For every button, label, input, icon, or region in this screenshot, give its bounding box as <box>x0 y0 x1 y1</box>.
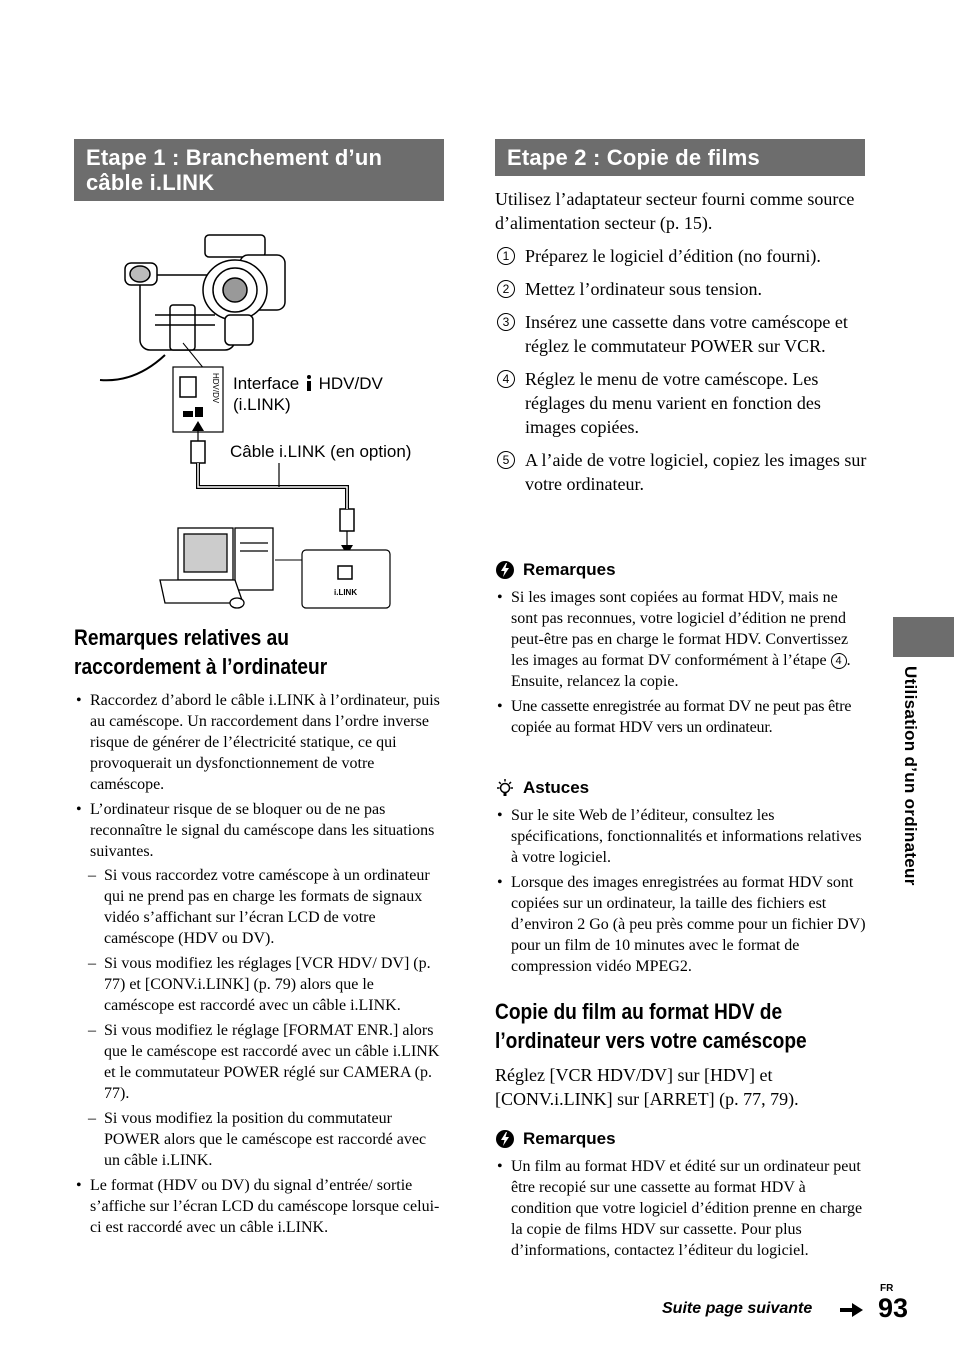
astuces-block <box>495 777 867 981</box>
copy-section-text: Réglez [VCR HDV/DV] sur [HDV] et [CONV.i.LINK] sur [ARRET] (p. 77, 79). <box>495 1065 799 1109</box>
note-bolt-icon <box>495 560 515 580</box>
remarques-block-2 <box>495 1128 867 1265</box>
list-item: – Si vous modifiez le réglage [FORMAT ENR.] alors que le caméscope est raccordé avec un câble i.LINK et le commutateur POWER réglé sur CAMERA (p. 77). <box>74 1020 446 1104</box>
page-number: 93 <box>878 1293 909 1323</box>
interface-label-ilink: (i.LINK) <box>233 395 291 414</box>
copy-section-heading: Copie du film au format HDV de l’ordinateur vers votre caméscope <box>495 999 807 1053</box>
step-text: Insérez une cassette dans votre caméscope et réglez le commutateur POWER sur VCR. <box>525 312 848 356</box>
lightbulb-icon <box>495 778 515 798</box>
list-item: • Raccordez d’abord le câble i.LINK à l’ordinateur, puis au caméscope. Un raccordement dans l’ordre inverse risque de générer de l’électricité statique, ce qui provoquerait un dysfonctionnement de votre caméscope. <box>74 690 446 795</box>
list-item: • Lorsque des images enregistrées au format HDV sont copiées sur un ordinateur, la taille des fichiers est d’environ 2 Go (à peu près comme pour un fichier DV) pour un film de 10 minutes avec le format de compression vidéo MPEG2. <box>495 872 867 977</box>
step-text: Mettez l’ordinateur sous tension. <box>525 279 762 299</box>
remarques-heading-text: Remarques <box>523 1129 616 1148</box>
step2-body <box>495 187 867 505</box>
astuces-heading-text: Astuces <box>523 778 590 797</box>
connection-diagram <box>95 225 445 615</box>
remarques-heading <box>495 1128 867 1150</box>
remarques-text-end: . Ensuite, relancez la copie. <box>511 652 851 690</box>
remarques-heading-text: Remarques <box>523 560 616 579</box>
step-number: 4 <box>497 370 515 388</box>
step2-intro: Utilisez l’adaptateur secteur fourni comme source d’alimentation secteur (p. 15). <box>495 189 855 233</box>
list-item: – Si vous modifiez la position du commutateur POWER alors que le caméscope est raccordé avec un câble i.LINK. <box>74 1108 446 1171</box>
list-item <box>495 587 867 692</box>
remarques-heading <box>495 559 867 581</box>
step-text: A l’aide de votre logiciel, copiez les images sur votre ordinateur. <box>525 450 867 494</box>
interface-label-text: Interface <box>233 374 300 393</box>
step-item <box>495 448 867 496</box>
list-item: – Si vous modifiez les réglages [VCR HDV/ DV] (p. 77) et [CONV.i.LINK] (p. 79) alors que le caméscope est raccordé avec un câble i.LINK. <box>74 953 446 1016</box>
continued-text: Suite page suivante <box>662 1300 813 1317</box>
step-text: Réglez le menu de votre caméscope. Les réglages du menu varient en fonction des images copiées. <box>525 369 821 437</box>
ilink-symbol-icon <box>304 375 314 391</box>
chapter-tab-label: Utilisation d’un ordinateur <box>901 666 920 886</box>
camcorder-computer-illustration <box>95 225 445 615</box>
note-bolt-icon <box>495 1129 515 1149</box>
list-item: • Sur le site Web de l’éditeur, consultez les spécifications, fonctionnalités et informations relatives à votre logiciel. <box>495 805 867 868</box>
list-item: • L’ordinateur risque de se bloquer ou de ne pas reconnaître le signal du caméscope dans les situations suivantes. <box>74 799 446 862</box>
left-heading: Remarques relatives au raccordement à l’ordinateur <box>74 625 328 679</box>
left-notes <box>74 690 446 1242</box>
chapter-tab <box>893 617 954 657</box>
step-text: Préparez le logiciel d’édition (no fourni). <box>525 246 821 266</box>
interface-label <box>233 373 383 415</box>
step-item <box>495 310 867 358</box>
cable-label: Câble i.LINK (en option) <box>230 442 412 461</box>
step-item <box>495 367 867 439</box>
list-item: – Si vous raccordez votre caméscope à un ordinateur qui ne prend pas en charge les formats de signaux vidéo s’affichant sur l’écran LCD de votre caméscope (HDV ou DV). <box>74 865 446 949</box>
computer-icon <box>160 528 273 608</box>
language-label: FR <box>880 1283 894 1294</box>
step-number: 1 <box>497 247 515 265</box>
step1-title: Etape 1 : Branchement d’un câble i.LINK <box>74 139 444 201</box>
step-ref-number: 4 <box>831 653 847 669</box>
list-item: • Une cassette enregistrée au format DV ne peut pas être copiée au format HDV vers un ordinateur. <box>495 696 867 738</box>
port-tag-text: HDV/DV <box>211 373 220 404</box>
step-item <box>495 277 867 301</box>
camcorder-icon <box>125 235 285 350</box>
step-number: 2 <box>497 280 515 298</box>
step-number: 3 <box>497 313 515 331</box>
step-item <box>495 244 867 268</box>
list-item: • Un film au format HDV et édité sur un ordinateur peut être recopié sur une cassette au format HDV à condition que votre logiciel d’édition prenne en charge la copie de films HDV sur cassette. Pour plus d’informations, contactez l’éditeur du logiciel. <box>495 1156 867 1261</box>
interface-label-format: HDV/DV <box>318 374 383 393</box>
step-number: 5 <box>497 451 515 469</box>
list-item: • Le format (HDV ou DV) du signal d’entrée/ sortie s’affiche sur l’écran LCD du caméscope lorsque celui-ci est raccordé avec un câble i.LINK. <box>74 1175 446 1238</box>
ilink-port-label: i.LINK <box>334 588 358 597</box>
arrow-right-icon <box>840 1301 864 1319</box>
remarques-text: Si les images sont copiées au format HDV, mais ne sont pas reconnues, votre logiciel d’édition ne prend peut-être pas en charge le format HDV. Convertissez les images au format DV conformément à l’étape <box>511 589 849 669</box>
astuces-heading <box>495 777 867 799</box>
remarques-block-1 <box>495 559 867 742</box>
step2-title: Etape 2 : Copie de films <box>495 139 865 176</box>
